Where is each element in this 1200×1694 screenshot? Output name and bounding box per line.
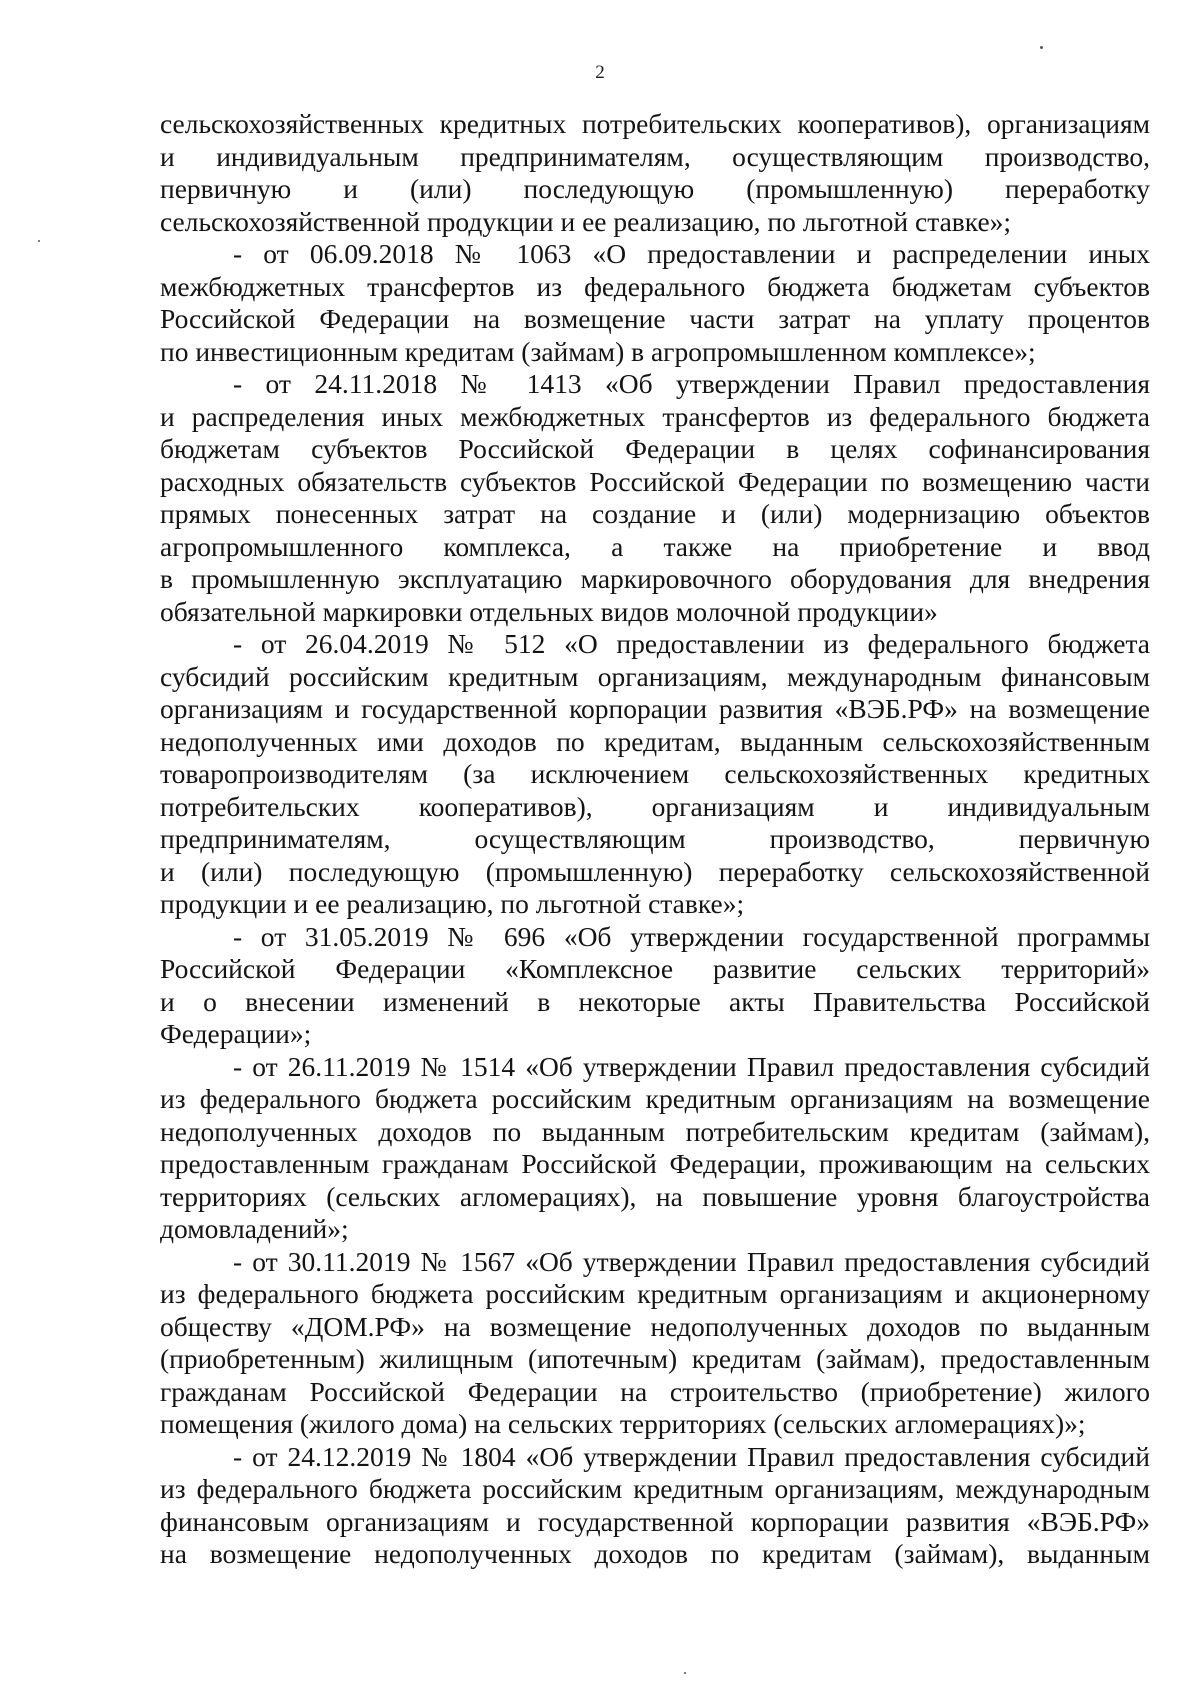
text-line: сельскохозяйственных кредитных потребительских кооперативов), организациям	[160, 108, 1150, 139]
page-number: 2	[595, 62, 605, 83]
text-line: в промышленную эксплуатацию маркировочного оборудования для внедрения	[160, 563, 1150, 594]
text-line: и (или) последующую (промышленную) переработку сельскохозяйственной	[160, 855, 1150, 887]
text-line: предоставленным гражданам Российской Федерации, проживающим на сельских	[160, 1148, 1150, 1179]
text-line: территориях (сельских агломерациях), на повышение уровня благоустройства	[160, 1180, 1150, 1212]
text-line: недополученных ими доходов по кредитам, выданным сельскохозяйственным	[160, 725, 1150, 757]
text-line: обществу «ДОМ.РФ» на возмещение недополученных доходов по выданным	[160, 1310, 1150, 1342]
text-line: продукции и ее реализацию, по льготной ставке»;	[160, 888, 745, 919]
text-line: из федерального бюджета российским кредитным организациям и акционерному	[160, 1278, 1150, 1309]
text-line: гражданам Российской Федерации на строительство (приобретение) жилого	[160, 1375, 1150, 1407]
text-line: из федерального бюджета российским кредитным организациям на возмещение	[160, 1083, 1150, 1114]
text-line: и индивидуальным предпринимателям, осуществляющим производство,	[160, 140, 1150, 172]
text-line: недополученных доходов по выданным потребительским кредитам (займам),	[160, 1115, 1150, 1147]
text-line: предпринимателям, осуществляющим производство, первичную	[160, 823, 1150, 854]
scan-speck	[684, 1672, 686, 1674]
text-line: - от 24.12.2019 № 1804 «Об утверждении Правил предоставления субсидий	[233, 1440, 1150, 1472]
text-line: - от 26.11.2019 № 1514 «Об утверждении Правил предоставления субсидий	[233, 1050, 1150, 1082]
text-line: - от 06.09.2018 № 1063 «О предоставлении и распределении иных	[233, 238, 1150, 269]
text-line: расходных обязательств субъектов Российской Федерации по возмещению части	[160, 465, 1150, 497]
text-line: финансовым организациям и государственной корпорации развития «ВЭБ.РФ»	[160, 1505, 1150, 1537]
text-line: помещения (жилого дома) на сельских территориях (сельских агломерациях)»;	[160, 1408, 1086, 1439]
text-line: - от 26.04.2019 № 512 «О предоставлении из федерального бюджета	[233, 628, 1150, 659]
text-line: по инвестиционным кредитам (займам) в агропромышленном комплексе»;	[160, 335, 1036, 367]
text-line: потребительских кооперативов), организациям и индивидуальным	[160, 790, 1150, 822]
text-line: сельскохозяйственной продукции и ее реализацию, по льготной ставке»;	[160, 205, 1012, 237]
document-body	[160, 108, 1150, 1571]
text-line: (приобретенным) жилищным (ипотечным) кредитам (займам), предоставленным	[160, 1343, 1150, 1374]
text-line: из федерального бюджета российским кредитным организациям, международным	[160, 1473, 1150, 1504]
text-line: бюджетам субъектов Российской Федерации в целях софинансирования	[160, 433, 1150, 464]
text-line: - от 30.11.2019 № 1567 «Об утверждении Правил предоставления субсидий	[233, 1245, 1150, 1277]
text-line: на возмещение недополученных доходов по кредитам (займам), выданным	[160, 1538, 1150, 1569]
text-line: домовладений»;	[160, 1213, 349, 1244]
text-line: Федерации»;	[160, 1018, 312, 1049]
text-line: и распределения иных межбюджетных трансфертов из федерального бюджета	[160, 400, 1150, 432]
text-line: первичную и (или) последующую (промышленную) переработку	[160, 173, 1150, 204]
text-line: Российской Федерации на возмещение части затрат на уплату процентов	[160, 303, 1150, 334]
text-line: обязательной маркировки отдельных видов молочной продукции»	[160, 595, 938, 627]
scan-speck	[38, 240, 40, 242]
text-line: межбюджетных трансфертов из федерального бюджета бюджетам субъектов	[160, 270, 1150, 302]
text-line: субсидий российским кредитным организациям, международным финансовым	[160, 660, 1150, 692]
text-line: прямых понесенных затрат на создание и (или) модернизацию объектов	[160, 498, 1150, 529]
scan-speck	[1040, 46, 1043, 49]
text-line: агропромышленного комплекса, а также на приобретение и ввод	[160, 530, 1150, 562]
text-line: товаропроизводителям (за исключением сельскохозяйственных кредитных	[160, 758, 1150, 789]
text-line: организациям и государственной корпорации развития «ВЭБ.РФ» на возмещение	[160, 693, 1150, 724]
text-line: - от 24.11.2018 № 1413 «Об утверждении Правил предоставления	[233, 368, 1150, 399]
text-line: - от 31.05.2019 № 696 «Об утверждении государственной программы	[233, 920, 1150, 952]
text-line: Российской Федерации «Комплексное развитие сельских территорий»	[160, 953, 1150, 984]
text-line: и о внесении изменений в некоторые акты Правительства Российской	[160, 985, 1150, 1017]
